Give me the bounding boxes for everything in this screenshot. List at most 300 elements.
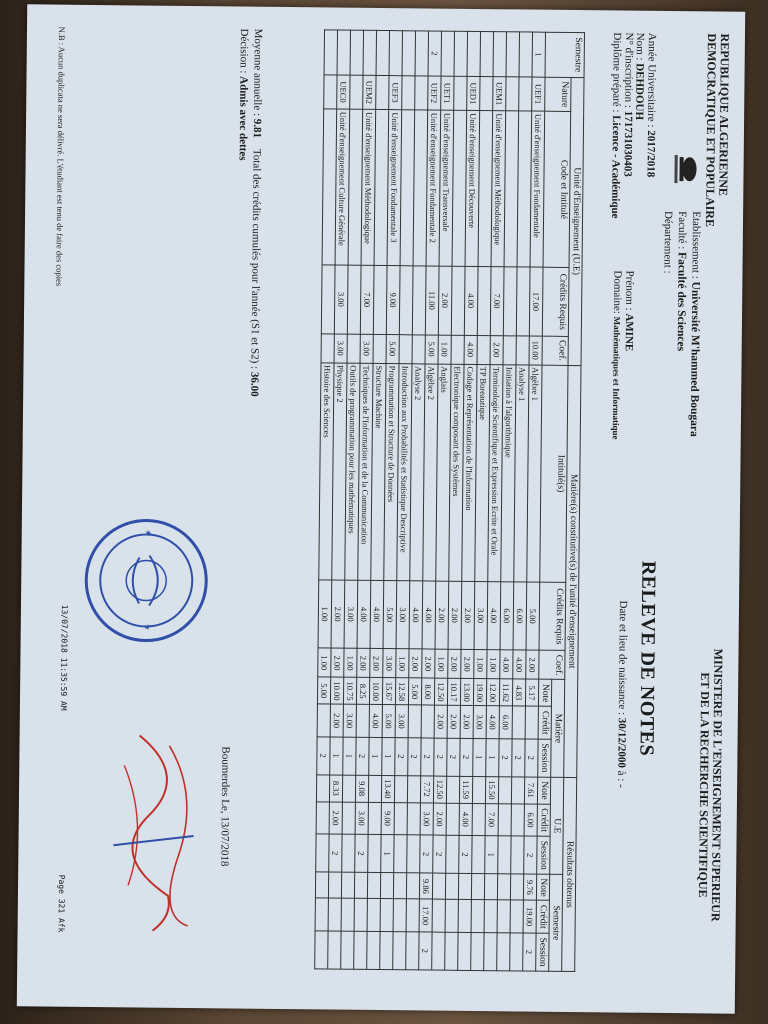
ministry-header [696,648,725,921]
col-nature: Nature [545,77,571,112]
cell-nature: UEM2 [363,75,376,110]
grades-body [315,30,546,971]
cell-sess: 1 [369,737,382,775]
cell-note: 8.00 [421,678,434,705]
cell-s-note [432,873,445,899]
cell-ue-s [446,835,459,873]
cell-s-note [497,874,510,900]
cell-note: 12.00 [486,679,499,706]
cell-mcr: 6.00 [513,582,527,651]
cell-ue-note: 7.61 [524,777,537,804]
cell-mcr: 1.00 [318,580,332,649]
cell-s-s [445,932,458,970]
col-s-note: Note [536,874,549,900]
cell-code [517,111,532,267]
cell-ue-s [368,834,381,872]
cell-coef: 10.00 [529,336,542,365]
cell-sess: 2 [525,739,538,777]
cell-note: 5.00 [408,678,421,705]
cell-sem [441,31,454,76]
cell-ue-note: 7.72 [420,776,433,803]
cell-s-cr [406,899,419,931]
cell-ue-note: 12.50 [433,776,446,803]
cell-ue-cr [394,802,407,834]
decision-label: Décision : [237,28,251,74]
cell-cr: 4.00 [464,266,478,335]
cell-s-s: 2 [523,933,536,971]
cell-mat: Electronique composant des Systèmes [449,364,464,581]
cell-nature: UEF2 [428,76,441,111]
cell-mcoef: 1.00 [474,650,487,679]
cell-mat: Programmation et Structure de Données [384,363,399,580]
page-number: Page 321 Afk [56,874,67,933]
cell-s-cr [458,900,471,932]
cell-ue-s: 2 [433,835,446,873]
cell-ue-note [511,777,524,804]
cell-s-note [406,873,419,899]
cell-code [413,110,428,266]
prenom-value: AMINE [622,313,636,352]
cell-nature [376,75,389,110]
print-timestamp: 13/07/2018 11:35:59 AM [58,604,69,711]
cell-mcoef: 2.00 [422,649,435,678]
cell-sess: 2 [395,737,408,775]
cell-s-s [341,931,354,969]
cell-mcr: 6.00 [500,582,514,651]
cell-s-note: 9.86 [419,873,432,899]
cell-ue-note [342,775,355,802]
cell-sess: 1 [486,738,499,776]
domaine-value: Mathématiques et Informatique [611,316,623,440]
cell-s-s [354,931,367,969]
total-credits-value: 36.00 [248,371,261,397]
cell-mat: TP Bureautique [475,364,490,581]
cell-mat: Histoire des Sciences [319,362,334,579]
cell-note: 15.67 [382,678,395,705]
cell-s-cr: 19.00 [523,900,536,932]
cell-ue-s [407,835,420,873]
cell-cr [477,267,491,336]
cell-mcoef: 1.00 [318,648,331,677]
cell-credit: 2.00 [447,706,460,738]
cell-code: Unité d'enseignement Transversale [439,110,454,266]
cell-nature [415,75,428,110]
cell-mcoef: 1.00 [344,648,357,677]
cell-sess: 2 [421,738,434,776]
cell-coef: 2.00 [490,335,503,364]
cell-mcoef: 1.00 [435,649,448,678]
cell-sess: 2 [499,738,512,776]
cell-sess: 1 [382,737,395,775]
cell-nature [454,76,467,111]
cell-mat: Algèbre 1 [527,365,542,582]
official-stamp-icon [81,515,212,646]
cell-credit: 4.00 [369,705,382,737]
cell-ue-s: 1 [485,836,498,874]
cell-cr [412,266,426,335]
cell-credit: 3.00 [473,706,486,738]
header-left-line2: DEMOCRATIQUE ET POPULAIRE [702,33,719,228]
header-left-line1: REPUBLIQUE ALGERIENNE [716,33,732,197]
cell-mcoef: 4.00 [513,650,526,679]
cell-mcr: 4.00 [357,580,371,649]
cell-cr [373,265,387,334]
cell-ue-s [472,835,485,873]
col-s-session: Session [536,933,549,971]
cell-sem: 1 [532,32,545,77]
cell-mcoef: 2.00 [461,650,474,679]
cell-sem [324,30,337,75]
cell-note: 10.75 [343,677,356,704]
republic-header [703,33,731,227]
cell-coef: 3.00 [334,334,347,363]
cell-note: 10.00 [330,677,343,704]
header-right-line1: MINISTERE DE L'ENSEIGNEMENT SUPERIEUR [708,648,726,922]
prenom-label: Prénom : [623,270,636,311]
col-ue-result: U.E [550,777,564,875]
cell-credit: 3.00 [343,704,356,736]
cell-nature [402,75,415,110]
summary-block [233,28,265,396]
cell-nature [480,76,493,111]
cell-s-note [484,874,497,900]
col-matieres-group: Matière(s) constitutive(s) de l'unité d'enseignement [564,365,581,777]
col-ue-note: Note [537,777,550,804]
cell-code [504,111,519,267]
col-mat-credits: Crédits Requis [539,582,566,651]
transcript-content [27,14,737,1001]
inscription-label: N° d'inscription : [622,32,636,109]
cell-code [400,110,415,266]
cell-ue-cr [511,804,524,836]
annee-value: 2017/2018 [644,130,657,178]
cell-ue-cr: 7.00 [485,803,498,835]
cell-mcoef: 4.00 [500,650,513,679]
cell-note: 12.50 [434,678,447,705]
cell-sess: 2 [408,737,421,775]
dept-label: Département : [661,210,675,274]
cell-mat: Initiation à l'algorithmique [501,364,516,581]
col-matiere: Matière [551,680,565,778]
cell-sem: 2 [428,31,441,76]
cell-coef [321,333,334,362]
cell-ue-s [316,834,329,872]
cell-ue-note: 11.59 [459,776,472,803]
cell-note: 8.25 [356,678,369,705]
cell-cr [451,266,465,335]
cell-ue-note [316,775,329,802]
cell-s-note [328,872,341,898]
cell-s-s [406,931,419,969]
cell-coef [399,334,412,363]
cell-mcr: 5.00 [526,582,540,651]
cell-code [452,110,467,266]
cell-cr: 17.00 [529,267,543,336]
cell-ue-cr: 4.00 [459,803,472,835]
cell-mcr: 4.00 [409,581,423,650]
cell-s-cr [380,899,393,931]
col-credits: Crédits Requis [542,267,569,336]
cell-sess: 2 [460,738,473,776]
cell-ue-cr: 9.00 [381,802,394,834]
cell-coef: 1.00 [438,335,451,364]
col-s-credit: Crédit [536,901,549,933]
inscription-value: 171731030403 [621,110,635,177]
cell-s-cr [341,899,354,931]
cell-sem [402,31,415,76]
cell-s-cr [315,898,328,930]
cell-s-note [315,872,328,898]
cell-ue-cr: 3.00 [355,802,368,834]
cell-coef [373,334,386,363]
nb-note: N.B : Aucun duplicata ne sera délivré. L'étudiant est tenu de faire des copies [54,26,68,287]
transcript-paper [17,4,745,1013]
cell-mcr: 4.00 [422,581,436,650]
cell-sess: 2 [434,738,447,776]
place-date: Boumerdes Le, 13/07/2018 [218,746,232,867]
cell-s-s [393,931,406,969]
cell-nature: UEF3 [389,75,402,110]
domaine-label: Domaine: [611,270,625,314]
cell-nature: UET1 [441,76,454,111]
cell-sess: 2 [317,736,330,774]
col-semestre: Semestre [545,32,584,77]
cell-mcr: 3.00 [344,580,358,649]
cell-nature: UED1 [467,76,480,111]
cell-cr: 11.00 [425,266,439,335]
cell-credit: 4.00 [486,706,499,738]
signature-icon [107,715,209,946]
cell-mcr: 2.00 [461,581,475,650]
cell-s-s [510,933,523,971]
cell-mat: Codage et Représentation de l'Information [462,364,477,581]
cell-s-note: 9.76 [523,874,536,900]
cell-s-s [380,931,393,969]
cell-coef [451,335,464,364]
cell-code [322,109,337,265]
cell-ue-s: 2 [329,834,342,872]
nom-label: Nom : [634,32,647,61]
cell-mat: Techniques de l'Information et de la Communication [358,363,373,580]
cell-sess: 1 [343,737,356,775]
col-ue-group: Unité d'Enseignement (U.E) [568,77,584,365]
cell-mcoef: 1.00 [396,649,409,678]
diplome-value: Licence - Académique [609,115,623,219]
cell-ue-cr: 2.00 [329,802,342,834]
cell-ue-s [394,835,407,873]
etab-value: Université M'hammed Bougara [687,281,702,437]
cell-mcr: 5.00 [383,580,397,649]
svg-text:★: ★ [142,623,152,631]
cell-ue-cr: 2.00 [433,803,446,835]
cell-cr [503,267,517,336]
cell-nature [324,75,337,110]
document-title: RELEVE DE NOTES [635,560,660,757]
cell-nature: UEC0 [337,75,350,110]
cell-ue-note [368,775,381,802]
cell-sem [519,32,532,77]
cell-ue-cr: 6.00 [524,804,537,836]
cell-sem [467,31,480,76]
col-credit: Crédit [538,707,551,739]
header-right-line2: ET DE LA RECHERCHE SCIENTIFIQUE [695,672,713,898]
cell-mcoef: 2.00 [357,649,370,678]
cell-sem [389,31,402,76]
cell-mcoef: 2.00 [526,650,539,679]
cell-credit [408,705,421,737]
cell-s-cr [510,900,523,932]
cell-coef [516,336,529,365]
cell-mcoef: 2.00 [409,649,422,678]
cell-coef [503,335,516,364]
cell-ue-s [342,834,355,872]
cell-s-note [471,874,484,900]
cell-mcr: 2.00 [331,580,345,649]
cell-s-s [471,932,484,970]
cell-code: Unité d'enseignement Méthodologique [491,111,506,267]
cell-ue-s: 2 [459,835,472,873]
cell-mat: Structure Machine [371,363,386,580]
cell-code: Unité d'enseignement Fondamentale 2 [426,110,441,266]
cell-s-note [393,873,406,899]
cell-s-cr [432,900,445,932]
cell-ue-note: 13.40 [381,775,394,802]
cell-ue-s [498,836,511,874]
cell-note: 13.00 [460,679,473,706]
cell-sem [493,32,506,77]
cell-ue-s: 1 [381,835,394,873]
cell-mcoef: 3.00 [383,649,396,678]
cell-sem [480,32,493,77]
col-resultats-group: Résultats obtenus [562,777,577,971]
cell-s-cr [328,898,341,930]
establishment-block [659,211,703,437]
cell-s-note [458,873,471,899]
cell-coef [412,334,425,363]
cell-coef [477,335,490,364]
svg-text:★: ★ [143,529,153,537]
cell-coef: 4.00 [464,335,477,364]
cell-cr [321,265,335,334]
col-code: Code et Intitulé [543,111,571,267]
cell-mcr: 3.00 [474,581,488,650]
cell-mcoef: 2.00 [331,648,344,677]
cell-mat: Outils de programmation pour les mathématiques [345,363,360,580]
cell-ue-cr [316,802,329,834]
cell-s-cr [393,899,406,931]
cell-ue-cr [342,802,355,834]
cell-credit: 2.00 [330,704,343,736]
cell-ue-note: 8.33 [329,775,342,802]
cell-ue-note [394,775,407,802]
cell-s-cr [471,900,484,932]
cell-mat: Anglais [436,364,451,581]
cell-mcoef: 2.00 [448,650,461,679]
cell-ue-note [498,776,511,803]
cell-note: 10.17 [447,679,460,706]
cell-cr [516,267,530,336]
cell-mat: Physique 2 [332,363,347,580]
cell-mat: Introduction aux Probabilités et Statistique Descriptive [397,363,412,580]
cell-code: Unité d'enseignement Découverte [465,111,480,267]
cell-credit: 5.00 [382,705,395,737]
cell-nature [506,76,519,111]
cell-code [348,109,363,265]
cell-mat: Algèbre 2 [423,364,438,581]
cell-s-cr [354,899,367,931]
cell-credit [356,705,369,737]
etab-label: Etablissement : [689,211,703,279]
cell-s-cr [445,900,458,932]
cell-mat: Terminologie Scientifique et Expression Ecrite et Orale [488,364,503,581]
cell-mat: Analyse 2 [410,363,425,580]
cell-nature: UEF1 [532,77,545,112]
cell-cr: 7.00 [360,265,374,334]
cell-mcr: 4.00 [487,581,501,650]
cell-mcr: 2.00 [435,581,449,650]
cell-s-s [484,932,497,970]
cell-mcoef: 2.00 [370,649,383,678]
cell-s-note [380,873,393,899]
cell-s-s [328,931,341,969]
cell-coef: 5.00 [386,334,399,363]
cell-code [374,110,389,266]
cell-s-s [315,931,328,969]
cell-code: Unité d'enseignement Méthodologique [361,110,376,266]
decision-value: Admis avec dettes [236,76,250,161]
faculte-label: Faculté : [675,211,689,250]
cell-mcr: 2.00 [448,581,462,650]
faculte-value: Faculté des Sciences [674,252,688,352]
cell-sess: 1 [473,738,486,776]
cell-code: Unité d'enseignement Fondamentale [530,111,545,267]
cell-cr: 9.00 [386,266,400,335]
col-session: Session [538,739,551,777]
cell-sess: 2 [512,738,525,776]
grades-table [314,29,585,972]
cell-ue-s [511,836,524,874]
cell-coef: 5.00 [425,335,438,364]
cell-note: 5.17 [525,679,538,706]
cell-ue-s: 2 [524,836,537,874]
cell-sess: 2 [356,737,369,775]
cell-note: 12.58 [395,678,408,705]
cell-s-note [367,873,380,899]
col-intitule: Intitulé(s) [540,365,568,582]
cell-s-s [367,931,380,969]
moyenne-value: 9.81 [250,118,264,139]
cell-ue-cr: 3.00 [420,803,433,835]
university-logo-icon [671,151,699,187]
cell-s-s: 2 [419,932,432,970]
cell-s-cr: 17.00 [419,899,432,931]
col-sem-result: Semestre [549,874,563,971]
cell-s-note [354,872,367,898]
cell-cr [399,266,413,335]
cell-sess: 2 [447,738,460,776]
col-mat-coef: Coef. [539,651,565,680]
col-note: Note [538,680,551,707]
cell-note: 10.00 [369,678,382,705]
birth-place: à : - [615,770,628,788]
cell-s-cr [367,899,380,931]
cell-s-note [341,872,354,898]
cell-s-s [432,932,445,970]
cell-sess: 1 [330,737,343,775]
cell-s-cr [484,900,497,932]
cell-note: 5.00 [317,677,330,704]
cell-nature [519,77,532,112]
